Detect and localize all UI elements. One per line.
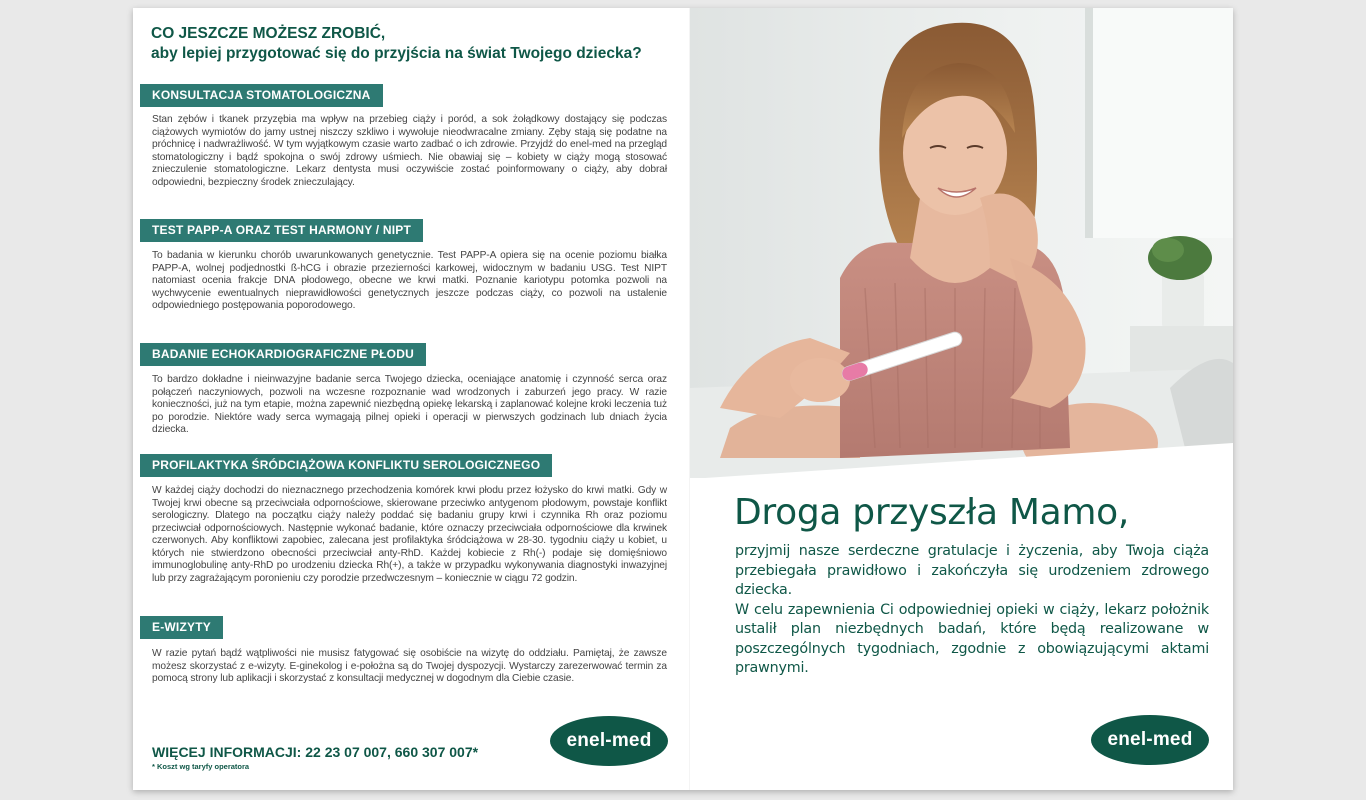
contact-phone-line: WIĘCEJ INFORMACJI: 22 23 07 007, 660 307 007* bbox=[152, 744, 479, 760]
section-heading-serology: PROFILAKTYKA ŚRÓDCIĄŻOWA KONFLIKTU SEROLOGICZNEGO bbox=[140, 454, 552, 477]
headline-line-1: CO JESZCZE MOŻESZ ZROBIĆ, bbox=[151, 25, 386, 42]
page-headline bbox=[151, 24, 681, 64]
brochure-spread bbox=[133, 8, 1233, 790]
section-body-echo: To bardzo dokładne i nieinwazyjne badanie serca Twojego dziecka, oceniające anatomię i czynność serca oraz połączeń naczyniowych, pozwoli na wczesne rozpoznanie wad wrodzonych i zaburzeń jego pracy. W razie konieczności, już na tym etapie, można zapewnić niezbędną opiekę lekarską i zaplanować kolejne kroki leczenia tuż po porodzie. Niektóre wady serca wymagają pilnej opieki i operacji w pierwszych godzinach lub dniach życia dziecka. bbox=[152, 374, 667, 435]
enel-med-logo-left: enel-med bbox=[550, 716, 668, 766]
right-page bbox=[690, 8, 1233, 790]
contact-cost-note: * Koszt wg taryfy operatora bbox=[152, 762, 250, 771]
pregnancy-test-photo bbox=[690, 8, 1233, 478]
greeting-title: Droga przyszła Mamo, bbox=[734, 492, 1130, 533]
enel-med-logo-right: enel-med bbox=[1091, 715, 1209, 765]
section-body-dental: Stan zębów i tkanek przyzębia ma wpływ na przebieg ciąży i poród, a sok żołądkowy dostający się podczas ciążowych wymiotów do jamy ustnej niszczy szkliwo i wywołuje nieodwracalne zmiany. Zęby stają się podatne na próchnicę i nadwrażliwość. W tym wyjątkowym czasie warto zadbać o ich zdrowie. Przyjdź do enel-med na przegląd stomatologiczny i bądź spokojna o swój zdrowy uśmiech. Nie obawiaj się – kobiety w ciąży mogą stosować znieczulenie stomatologiczne. Lekarz dentysta musi oczywiście zostać poinformowany o ciąży, aby dobrał odpowiedni, bezpieczny środek znieczulający. bbox=[152, 114, 667, 188]
section-heading-papp: TEST PAPP-A ORAZ TEST HARMONY / NIPT bbox=[140, 219, 423, 242]
message-paragraph-2: W celu zapewnienia Ci odpowiedniej opieki w ciąży, lekarz położnik ustalił plan niezbędnych badań, które będą realizowane w poszczególnych tygodniach, zgodnie z obowiązującymi aktami prawnymi. bbox=[735, 601, 1209, 676]
greeting-message bbox=[735, 542, 1209, 679]
section-body-evisits: W razie pytań bądź wątpliwości nie musisz fatygować się osobiście na wizytę do oddziału. Pamiętaj, że zawsze możesz skorzystać z e-wizyty. E-ginekolog i e-położna są do Twojej dyspozycji. Wystarczy zarezerwować termin za pomocą strony lub aplikacji i skorzystać z konsultacji medycznej w dogodnym dla Ciebie czasie. bbox=[152, 648, 667, 684]
left-page bbox=[133, 8, 690, 790]
headline-line-2: aby lepiej przygotować się do przyjścia na świat Twojego dziecka? bbox=[151, 45, 642, 62]
section-heading-dental: KONSULTACJA STOMATOLOGICZNA bbox=[140, 84, 383, 107]
section-heading-echo: BADANIE ECHOKARDIOGRAFICZNE PŁODU bbox=[140, 343, 426, 366]
section-heading-evisits: E-WIZYTY bbox=[140, 616, 223, 639]
section-body-papp: To badania w kierunku chorób uwarunkowanych genetycznie. Test PAPP-A opiera się na ocenie poziomu białka PAPP-A, wolnej podjednostki ß-hCG i obrazie przezierności karkowej, widocznym w badaniu USG. Test NIPT natomiast ocenia frakcje DNA płodowego, obecne we krwi matki. Poznanie kariotypu potomka pozwoli na wychwycenie ewentualnych nieprawidłowości genetycznych jeszcze podczas ciąży, co pozwoli na ustalenie odpowiedniego postępowania poporodowego. bbox=[152, 250, 667, 311]
message-paragraph-1: przyjmij nasze serdeczne gratulacje i życzenia, aby Twoja ciąża przebiegała prawidłowo i zakończyła się urodzeniem zdrowego dziecka. bbox=[735, 543, 1209, 598]
section-body-serology: W każdej ciąży dochodzi do nieznacznego przechodzenia komórek krwi płodu przez łożysko do krwi matki. Gdy w Twojej krwi obecne są przeciwciała odpornościowe, skierowane przeciwko antygenom płodowym, powstaje konflikt serologiczny. Dlatego na początku ciąży należy poddać się badaniu grupy krwi i czynnika Rh oraz poziomu przeciwciał odpornościowych. Następnie wykonać badanie, które oznaczy przeciwciała odpornościowe dla krwinek czerwonych. Aby konfliktowi zapobiec, zalecana jest profilaktyka śródciążowa w 28-30. tygodniu ciąży u kobiet, u których nie stwierdzono obecności przeciwciał anty-RhD. Każdej kobiecie z Rh(-) podaje się domięśniowo immunoglobulinę anty-RhD po urodzeniu dziecka Rh(+), a także w przypadku wykonywania diagnostyki inwazyjnej lub przy zagrażającym poronieniu czy porodzie przedwczesnym – koniecznie w ciągu 72 godzin. bbox=[152, 485, 667, 584]
